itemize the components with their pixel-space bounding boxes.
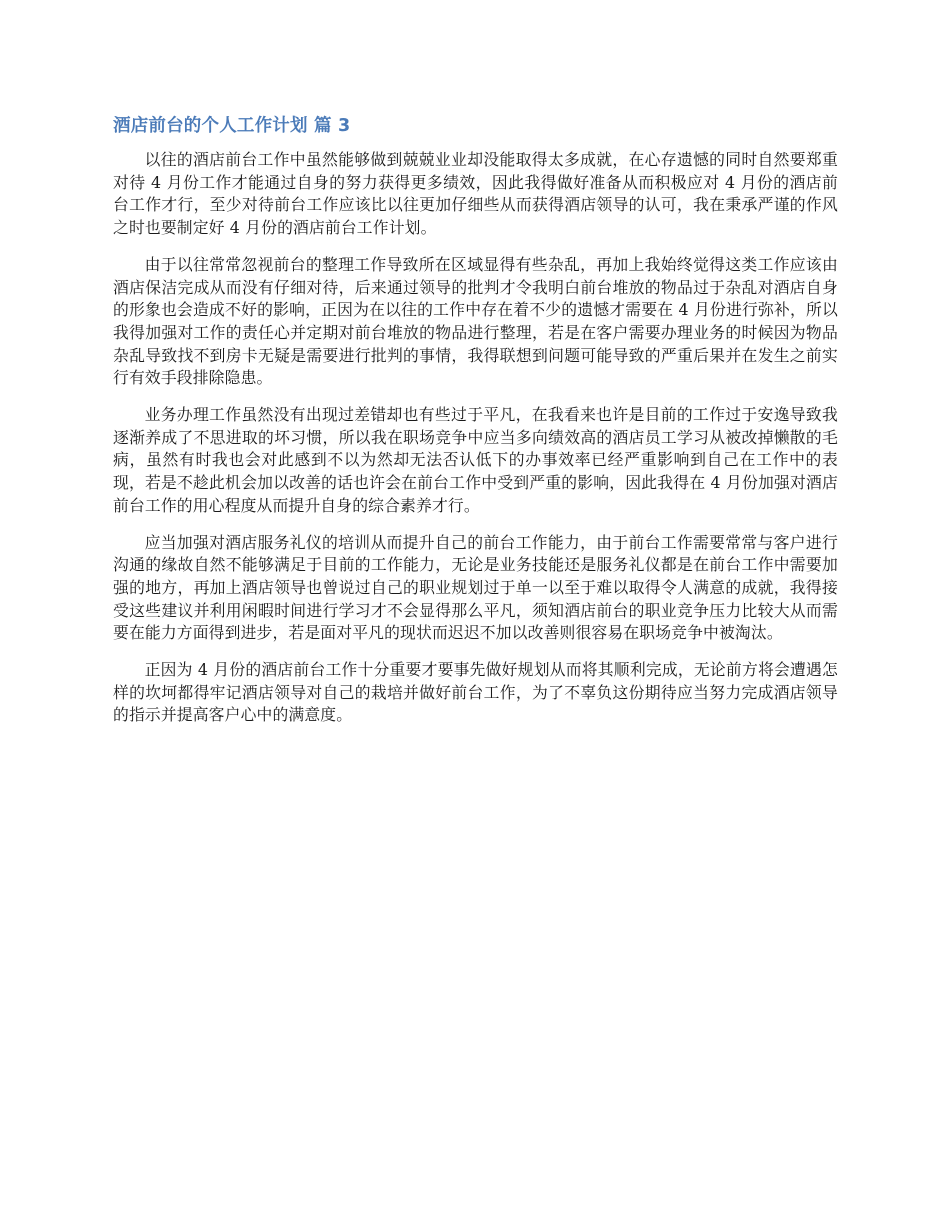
document-title: 酒店前台的个人工作计划 篇 3 [113, 116, 351, 136]
paragraph-3: 业务办理工作虽然没有出现过差错却也有些过于平凡，在我看来也许是目前的工作过于安逸导致我逐渐养成了不思进取的坏习惯，所以我在职场竞争中应当多向绩效高的酒店员工学习从被改掉懒散的毛病，虽然有时我也会对此感到不以为然却无法否认低下的办事效率已经严重影响到自己在工作中的表现，若是不趁此机会加以改善的话也许会在前台工作中受到严重的影响，因此我得在 4 月份加强对酒店前台工作的用心程度从而提升自身的综合素养才行。 [113, 405, 838, 515]
paragraph-1: 以往的酒店前台工作中虽然能够做到兢兢业业却没能取得太多成就，在心存遗憾的同时自然要郑重对待 4 月份工作才能通过自身的努力获得更多绩效，因此我得做好准备从而积极应对 4 月份的酒店前台工作才行，至少对待前台工作应该比以往更加仔细些从而获得酒店领导的认可，我在秉承严谨的作风之时也要制定好 4 月份的酒店前台工作计划。 [113, 150, 838, 238]
document-content [113, 112, 838, 741]
paragraph-5: 正因为 4 月份的酒店前台工作十分重要才要事先做好规划从而将其顺利完成，无论前方将会遭遇怎样的坎坷都得牢记酒店领导对自己的栽培并做好前台工作，为了不辜负这份期待应当努力完成酒店领导的指示并提高客户心中的满意度。 [113, 660, 838, 725]
paragraph-2: 由于以往常常忽视前台的整理工作导致所在区域显得有些杂乱，再加上我始终觉得这类工作应该由酒店保洁完成从而没有仔细对待，后来通过领导的批判才令我明白前台堆放的物品过于杂乱对酒店自身的形象也会造成不好的影响，正因为在以往的工作中存在着不少的遗憾才需要在 4 月份进行弥补，所以我得加强对工作的责任心并定期对前台堆放的物品进行整理，若是在客户需要办理业务的时候因为物品杂乱导致找不到房卡无疑是需要进行批判的事情，我得联想到问题可能导致的严重后果并在发生之前实行有效手段排除隐患。 [113, 254, 838, 388]
paragraph-4: 应当加强对酒店服务礼仪的培训从而提升自己的前台工作能力，由于前台工作需要常常与客户进行沟通的缘故自然不能够满足于目前的工作能力，无论是业务技能还是服务礼仪都是在前台工作中需要加强的地方，再加上酒店领导也曾说过自己的职业规划过于单一以至于难以取得令人满意的成就，我得接受这些建议并利用闲暇时间进行学习才不会显得那么平凡，须知酒店前台的职业竞争压力比较大从而需要在能力方面得到进步，若是面对平凡的现状而迟迟不加以改善则很容易在职场竞争中被淘汰。 [113, 532, 838, 643]
